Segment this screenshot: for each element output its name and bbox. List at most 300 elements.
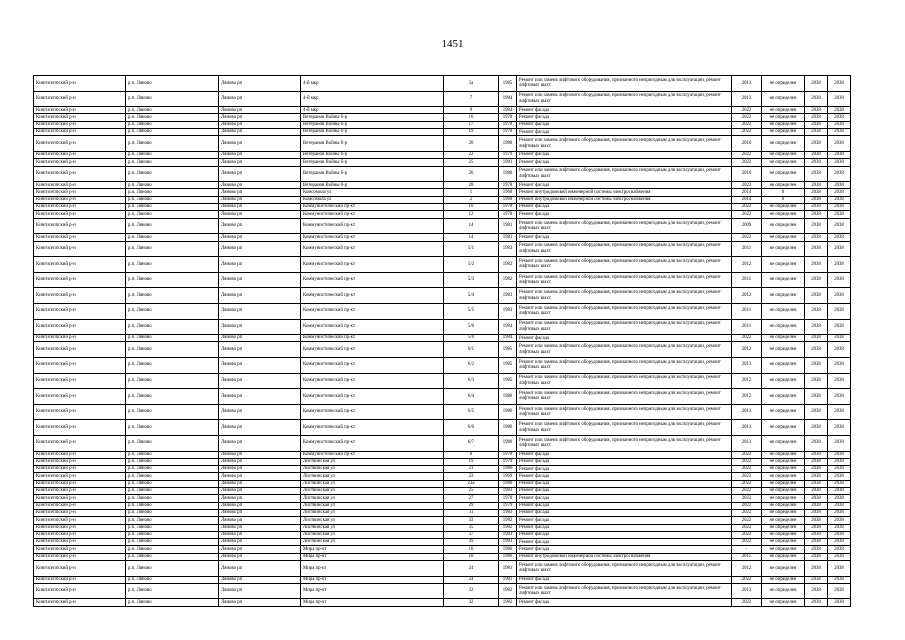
cell-last-repair-year: 2013 xyxy=(732,583,762,599)
cell-cost: не определен xyxy=(762,539,805,546)
cell-house: 37 xyxy=(444,531,499,538)
cell-settlement: р.п. Ляново xyxy=(126,488,219,495)
cell-year-built: 1983 xyxy=(499,509,517,516)
cell-plan-end: 2038 xyxy=(828,76,851,92)
cell-cost: не определен xyxy=(762,159,805,166)
cell-plan-end: 2038 xyxy=(828,121,851,128)
cell-cost: не определен xyxy=(762,389,805,405)
cell-house: 5/3 xyxy=(444,272,499,288)
cell-work-type: Ремонт или замена лифтового оборудования, признанного непригодным для эксплуатации, ремонт лифтовых шахт xyxy=(517,373,732,389)
cell-work-type: Ремонт фасада xyxy=(517,517,732,524)
cell-locality: Ляново рп xyxy=(219,357,301,373)
cell-house: 33 xyxy=(444,517,499,524)
cell-street: Листвинская ул xyxy=(301,524,444,531)
cell-locality: Ляново рп xyxy=(219,599,301,606)
cell-work-type: Ремонт фасада xyxy=(517,466,732,473)
cell-year-built: 1978 xyxy=(499,495,517,502)
cell-street: Листвинская ул xyxy=(301,473,444,480)
cell-district: Кингисеппский р-н xyxy=(34,466,126,473)
cell-year-built: 1978 xyxy=(499,211,517,218)
cell-plan-end: 2038 xyxy=(828,420,851,436)
cell-plan-start: 2038 xyxy=(805,288,828,304)
cell-locality: Ляново рп xyxy=(219,342,301,358)
table-row xyxy=(34,539,851,546)
cell-street: Коммунистический пр-кт xyxy=(301,218,444,234)
cell-plan-end: 2038 xyxy=(828,91,851,107)
cell-plan-end: 2038 xyxy=(828,272,851,288)
cell-locality: Ляново рп xyxy=(219,495,301,502)
cell-year-built: 1984 xyxy=(499,107,517,114)
cell-plan-end: 2038 xyxy=(828,488,851,495)
cell-district: Кингисеппский р-н xyxy=(34,502,126,509)
table-row xyxy=(34,319,851,335)
cell-work-type: Ремонт или замена лифтового оборудования, признанного непригодным для эксплуатации, ремонт лифтовых шахт xyxy=(517,288,732,304)
cell-work-type: Ремонт или замена лифтового оборудования, признанного непригодным для эксплуатации, ремонт лифтовых шахт xyxy=(517,404,732,420)
table-row xyxy=(34,553,851,560)
cell-street: Коммунистический пр-кт xyxy=(301,435,444,451)
cell-locality: Ляново рп xyxy=(219,561,301,577)
cell-locality: Ляново рп xyxy=(219,420,301,436)
cell-last-repair-year: 2022 xyxy=(732,182,762,189)
cell-district: Кингисеппский р-н xyxy=(34,517,126,524)
cell-year-built: 1979 xyxy=(499,502,517,509)
cell-last-repair-year: 2022 xyxy=(732,114,762,121)
cell-year-built: 1984 xyxy=(499,335,517,342)
table-row xyxy=(34,335,851,342)
cell-street: Коммунистический пр-кт xyxy=(301,257,444,273)
cell-work-type: Ремонт фасада xyxy=(517,107,732,114)
cell-house: 6/1 xyxy=(444,342,499,358)
cell-settlement: р.п. Ляново xyxy=(126,166,219,182)
cell-locality: Ляново рп xyxy=(219,373,301,389)
cell-cost: не определен xyxy=(762,272,805,288)
cell-house: 5/1 xyxy=(444,241,499,257)
cell-house: 39 xyxy=(444,539,499,546)
cell-house: 10 xyxy=(444,546,499,553)
cell-year-built: 1968 xyxy=(499,189,517,196)
cell-house: 28 xyxy=(444,182,499,189)
cell-locality: Ляново рп xyxy=(219,451,301,458)
table-row xyxy=(34,546,851,553)
cell-work-type: Ремонт фасада xyxy=(517,204,732,211)
cell-last-repair-year: 2013 xyxy=(732,435,762,451)
table-row xyxy=(34,121,851,128)
cell-year-built: 1983 xyxy=(499,288,517,304)
cell-last-repair-year: 2022 xyxy=(732,121,762,128)
cell-street: Листвинская ул xyxy=(301,466,444,473)
cell-street: 4-й мкр xyxy=(301,107,444,114)
cell-plan-start: 2038 xyxy=(805,466,828,473)
cell-house: 25 xyxy=(444,159,499,166)
cell-locality: Ляново рп xyxy=(219,121,301,128)
cell-street: Мира пр-кт xyxy=(301,553,444,560)
cell-street: Ветеранов Войны б-р xyxy=(301,151,444,158)
cell-locality: Ляново рп xyxy=(219,473,301,480)
cell-plan-start: 2038 xyxy=(805,524,828,531)
cell-cost: не определен xyxy=(762,319,805,335)
cell-cost: не определен xyxy=(762,420,805,436)
cell-settlement: р.п. Ляново xyxy=(126,357,219,373)
cell-last-repair-year: 2022 xyxy=(732,539,762,546)
cell-house: 14 xyxy=(444,234,499,241)
cell-district: Кингисеппский р-н xyxy=(34,189,126,196)
table-row xyxy=(34,473,851,480)
cell-plan-start: 2038 xyxy=(805,91,828,107)
cell-house: 10 xyxy=(444,553,499,560)
table-row xyxy=(34,357,851,373)
cell-cost: не определен xyxy=(762,211,805,218)
cell-cost: не определен xyxy=(762,404,805,420)
cell-district: Кингисеппский р-н xyxy=(34,539,126,546)
cell-plan-end: 2038 xyxy=(828,257,851,273)
cell-street: Коммунистический пр-кт xyxy=(301,420,444,436)
cell-cost: не определен xyxy=(762,531,805,538)
cell-settlement: р.п. Ляново xyxy=(126,389,219,405)
cell-plan-start: 2038 xyxy=(805,218,828,234)
cell-year-built: 1982 xyxy=(499,517,517,524)
cell-street: Листвинская ул xyxy=(301,458,444,465)
cell-settlement: р.п. Ляново xyxy=(126,342,219,358)
cell-settlement: р.п. Ляново xyxy=(126,517,219,524)
cell-street: Листвинская ул xyxy=(301,531,444,538)
cell-plan-end: 2038 xyxy=(828,241,851,257)
cell-plan-end: 2038 xyxy=(828,583,851,599)
cell-plan-end: 2038 xyxy=(828,288,851,304)
cell-plan-end: 2038 xyxy=(828,480,851,487)
cell-last-repair-year: 2012 xyxy=(732,288,762,304)
cell-work-type: Ремонт или замена лифтового оборудования, признанного непригодным для эксплуатации, ремонт лифтовых шахт xyxy=(517,420,732,436)
cell-last-repair-year: 2022 xyxy=(732,495,762,502)
cell-district: Кингисеппский р-н xyxy=(34,159,126,166)
cell-house: 6/3 xyxy=(444,373,499,389)
cell-year-built: 1982 xyxy=(499,599,517,606)
table-row xyxy=(34,420,851,436)
cell-year-built: 1985 xyxy=(499,373,517,389)
cell-district: Кингисеппский р-н xyxy=(34,196,126,203)
cell-cost: не определен xyxy=(762,576,805,583)
cell-house: 26 xyxy=(444,166,499,182)
cell-street: Мира пр-кт xyxy=(301,561,444,577)
cell-work-type: Ремонт фасада xyxy=(517,234,732,241)
cell-district: Кингисеппский р-н xyxy=(34,204,126,211)
cell-work-type: Ремонт или замена лифтового оборудования, признанного непригодным для эксплуатации, ремонт лифтовых шахт xyxy=(517,303,732,319)
cell-settlement: р.п. Ляново xyxy=(126,458,219,465)
table-row xyxy=(34,151,851,158)
cell-plan-start: 2038 xyxy=(805,76,828,92)
cell-plan-end: 2038 xyxy=(828,357,851,373)
cell-district: Кингисеппский р-н xyxy=(34,335,126,342)
cell-locality: Ляново рп xyxy=(219,488,301,495)
cell-work-type: Ремонт фасада xyxy=(517,495,732,502)
cell-locality: Ляново рп xyxy=(219,524,301,531)
cell-plan-end: 2038 xyxy=(828,204,851,211)
cell-work-type: Ремонт фасада xyxy=(517,151,732,158)
cell-street: Ветеранов Войны б-р xyxy=(301,159,444,166)
cell-work-type: Ремонт фасада xyxy=(517,121,732,128)
cell-district: Кингисеппский р-н xyxy=(34,241,126,257)
cell-house: 6/4 xyxy=(444,389,499,405)
cell-cost: не определен xyxy=(762,218,805,234)
cell-cost: не определен xyxy=(762,373,805,389)
cell-house: 2 xyxy=(444,196,499,203)
cell-cost: не определен xyxy=(762,357,805,373)
cell-district: Кингисеппский р-н xyxy=(34,531,126,538)
cell-year-built: 1986 xyxy=(499,404,517,420)
cell-last-repair-year: 2013 xyxy=(732,357,762,373)
cell-last-repair-year: 2012 xyxy=(732,91,762,107)
cell-street: Листвинская ул xyxy=(301,517,444,524)
table-row xyxy=(34,488,851,495)
cell-work-type: Ремонт фасада xyxy=(517,159,732,166)
cell-settlement: р.п. Ляново xyxy=(126,435,219,451)
cell-street: Коммунистический пр-кт xyxy=(301,234,444,241)
cell-street: Ветеранов Войны б-р xyxy=(301,121,444,128)
cell-plan-end: 2038 xyxy=(828,517,851,524)
cell-cost: не определен xyxy=(762,129,805,136)
cell-plan-start: 2038 xyxy=(805,272,828,288)
cell-locality: Ляново рп xyxy=(219,166,301,182)
cell-street: Коммунистический пр-кт xyxy=(301,303,444,319)
cell-locality: Ляново рп xyxy=(219,114,301,121)
cell-street: Коммунистический пр-кт xyxy=(301,342,444,358)
cell-last-repair-year: 2022 xyxy=(732,234,762,241)
cell-plan-end: 2038 xyxy=(828,129,851,136)
cell-house: 24 xyxy=(444,561,499,577)
table-row xyxy=(34,107,851,114)
cell-district: Кингисеппский р-н xyxy=(34,91,126,107)
cell-cost: не определен xyxy=(762,583,805,599)
cell-cost: не определен xyxy=(762,76,805,92)
table-row xyxy=(34,303,851,319)
cell-street: 4-й мкр xyxy=(301,91,444,107)
cell-plan-start: 2038 xyxy=(805,435,828,451)
cell-district: Кингисеппский р-н xyxy=(34,435,126,451)
cell-house: 23 xyxy=(444,473,499,480)
cell-last-repair-year: 2011 xyxy=(732,241,762,257)
cell-street: Коммунистический пр-кт xyxy=(301,288,444,304)
cell-work-type: Ремонт фасада xyxy=(517,576,732,583)
cell-locality: Ляново рп xyxy=(219,480,301,487)
cell-settlement: р.п. Ляново xyxy=(126,539,219,546)
cell-work-type: Ремонт фасада xyxy=(517,182,732,189)
cell-settlement: р.п. Ляново xyxy=(126,466,219,473)
cell-work-type: Ремонт фасада xyxy=(517,502,732,509)
cell-year-built: 1986 xyxy=(499,389,517,405)
cell-locality: Ляново рп xyxy=(219,539,301,546)
cell-settlement: р.п. Ляново xyxy=(126,121,219,128)
cell-locality: Ляново рп xyxy=(219,583,301,599)
cell-work-type: Ремонт фасада xyxy=(517,488,732,495)
cell-last-repair-year: 2022 xyxy=(732,488,762,495)
cell-plan-start: 2038 xyxy=(805,451,828,458)
cell-house: 6/5 xyxy=(444,404,499,420)
cell-plan-start: 2038 xyxy=(805,303,828,319)
cell-year-built: 1985 xyxy=(499,357,517,373)
table-row xyxy=(34,211,851,218)
cell-plan-start: 2038 xyxy=(805,114,828,121)
table-row xyxy=(34,288,851,304)
cell-plan-end: 2038 xyxy=(828,136,851,152)
cell-year-built: 1986 xyxy=(499,420,517,436)
cell-street: Комсомола ул xyxy=(301,189,444,196)
cell-district: Кингисеппский р-н xyxy=(34,272,126,288)
cell-cost: не определен xyxy=(762,151,805,158)
cell-last-repair-year: 2022 xyxy=(732,204,762,211)
table-row xyxy=(34,531,851,538)
cell-plan-end: 2038 xyxy=(828,335,851,342)
cell-plan-start: 2038 xyxy=(805,182,828,189)
cell-district: Кингисеппский р-н xyxy=(34,599,126,606)
cell-locality: Ляново рп xyxy=(219,272,301,288)
cell-last-repair-year: 2022 xyxy=(732,151,762,158)
cell-work-type: Ремонт внутридомовой инженерной системы электроснабжения xyxy=(517,189,732,196)
table-row xyxy=(34,272,851,288)
cell-plan-end: 2038 xyxy=(828,435,851,451)
table-row xyxy=(34,342,851,358)
table-row xyxy=(34,234,851,241)
cell-house: 14 xyxy=(444,218,499,234)
cell-cost: не определен xyxy=(762,241,805,257)
cell-cost: не определен xyxy=(762,495,805,502)
cell-plan-end: 2038 xyxy=(828,373,851,389)
cell-district: Кингисеппский р-н xyxy=(34,546,126,553)
cell-last-repair-year: 2010 xyxy=(732,136,762,152)
cell-district: Кингисеппский р-н xyxy=(34,211,126,218)
cell-plan-end: 2038 xyxy=(828,466,851,473)
cell-plan-start: 2038 xyxy=(805,373,828,389)
cell-last-repair-year: 2013 xyxy=(732,76,762,92)
cell-plan-start: 2038 xyxy=(805,458,828,465)
cell-locality: Ляново рп xyxy=(219,303,301,319)
cell-locality: Ляново рп xyxy=(219,182,301,189)
cell-work-type: Ремонт фасада xyxy=(517,531,732,538)
cell-plan-start: 2038 xyxy=(805,357,828,373)
cell-cost: не определен xyxy=(762,114,805,121)
cell-cost: не определен xyxy=(762,335,805,342)
cell-house: 5/2 xyxy=(444,257,499,273)
cell-settlement: р.п. Ляново xyxy=(126,473,219,480)
table-row xyxy=(34,502,851,509)
cell-house: 32 xyxy=(444,583,499,599)
cell-year-built: 1978 xyxy=(499,114,517,121)
cell-cost: не определен xyxy=(762,488,805,495)
cell-settlement: р.п. Ляново xyxy=(126,303,219,319)
cell-district: Кингисеппский р-н xyxy=(34,473,126,480)
cell-district: Кингисеппский р-н xyxy=(34,420,126,436)
cell-street: Мира пр-кт xyxy=(301,576,444,583)
cell-settlement: р.п. Ляново xyxy=(126,234,219,241)
table-row xyxy=(34,76,851,92)
cell-last-repair-year: 2010 xyxy=(732,166,762,182)
cell-house: 12 xyxy=(444,211,499,218)
cell-year-built: 1978 xyxy=(499,204,517,211)
cell-year-built: 1986 xyxy=(499,435,517,451)
cell-year-built: 1985 xyxy=(499,76,517,92)
cell-last-repair-year: 2013 xyxy=(732,404,762,420)
cell-plan-start: 2038 xyxy=(805,531,828,538)
cell-plan-start: 2038 xyxy=(805,234,828,241)
cell-plan-start: 2038 xyxy=(805,151,828,158)
cell-work-type: Ремонт или замена лифтового оборудования, признанного непригодным для эксплуатации, ремонт лифтовых шахт xyxy=(517,319,732,335)
cell-cost: не определен xyxy=(762,509,805,516)
cell-house: 29 xyxy=(444,502,499,509)
cell-plan-start: 2038 xyxy=(805,488,828,495)
cell-plan-end: 2038 xyxy=(828,451,851,458)
cell-work-type: Ремонт или замена лифтового оборудования, признанного непригодным для эксплуатации, ремонт лифтовых шахт xyxy=(517,561,732,577)
cell-district: Кингисеппский р-н xyxy=(34,561,126,577)
cell-work-type: Ремонт внутридомовой инженерной системы электроснабжения xyxy=(517,196,732,203)
cell-street: Ветеранов Войны б-р xyxy=(301,114,444,121)
cell-house: 6/6 xyxy=(444,420,499,436)
cell-cost: не определен xyxy=(762,288,805,304)
cell-work-type: Ремонт фасада xyxy=(517,129,732,136)
cell-locality: Ляново рп xyxy=(219,509,301,516)
cell-last-repair-year: 2014 xyxy=(732,189,762,196)
cell-settlement: р.п. Ляново xyxy=(126,531,219,538)
cell-plan-end: 2038 xyxy=(828,166,851,182)
cell-district: Кингисеппский р-н xyxy=(34,553,126,560)
cell-house: 9 xyxy=(444,107,499,114)
cell-settlement: р.п. Ляново xyxy=(126,218,219,234)
cell-year-built: 1969 xyxy=(499,473,517,480)
cell-district: Кингисеппский р-н xyxy=(34,404,126,420)
cell-plan-start: 2038 xyxy=(805,404,828,420)
cell-work-type: Ремонт фасада xyxy=(517,458,732,465)
cell-work-type: Ремонт фасада xyxy=(517,546,732,553)
table-row xyxy=(34,576,851,583)
cell-year-built: 1981 xyxy=(499,234,517,241)
cell-district: Кингисеппский р-н xyxy=(34,218,126,234)
cell-house: 31 xyxy=(444,509,499,516)
cell-last-repair-year: 2012 xyxy=(732,342,762,358)
cell-year-built: 1978 xyxy=(499,182,517,189)
cell-last-repair-year: 2012 xyxy=(732,257,762,273)
cell-district: Кингисеппский р-н xyxy=(34,458,126,465)
cell-plan-end: 2038 xyxy=(828,342,851,358)
cell-locality: Ляново рп xyxy=(219,319,301,335)
cell-plan-start: 2038 xyxy=(805,539,828,546)
cell-work-type: Ремонт фасада xyxy=(517,114,732,121)
cell-street: Коммунистический пр-кт xyxy=(301,211,444,218)
cell-settlement: р.п. Ляново xyxy=(126,404,219,420)
cell-district: Кингисеппский р-н xyxy=(34,509,126,516)
table-row xyxy=(34,451,851,458)
cell-settlement: р.п. Ляново xyxy=(126,502,219,509)
cell-cost: не определен xyxy=(762,546,805,553)
cell-house: 23а xyxy=(444,480,499,487)
table-row xyxy=(34,182,851,189)
cell-work-type: Ремонт или замена лифтового оборудования, признанного непригодным для эксплуатации, ремонт лифтовых шахт xyxy=(517,342,732,358)
cell-settlement: р.п. Ляново xyxy=(126,204,219,211)
cell-plan-start: 2038 xyxy=(805,480,828,487)
cell-work-type: Ремонт фасада xyxy=(517,451,732,458)
cell-year-built: 1968 xyxy=(499,196,517,203)
cell-plan-start: 2038 xyxy=(805,502,828,509)
cell-street: Ветеранов Войны б-р xyxy=(301,129,444,136)
cell-work-type: Ремонт фасада xyxy=(517,473,732,480)
cell-cost: не определен xyxy=(762,182,805,189)
cell-street: Коммунистический пр-кт xyxy=(301,404,444,420)
cell-last-repair-year: 2013 xyxy=(732,420,762,436)
cell-year-built: 1981 xyxy=(499,159,517,166)
cell-plan-end: 2038 xyxy=(828,151,851,158)
table-row xyxy=(34,458,851,465)
cell-plan-start: 2038 xyxy=(805,107,828,114)
cell-last-repair-year: 2022 xyxy=(732,211,762,218)
cell-year-built: 1982 xyxy=(499,524,517,531)
cell-locality: Ляново рп xyxy=(219,196,301,203)
cell-locality: Ляново рп xyxy=(219,136,301,152)
